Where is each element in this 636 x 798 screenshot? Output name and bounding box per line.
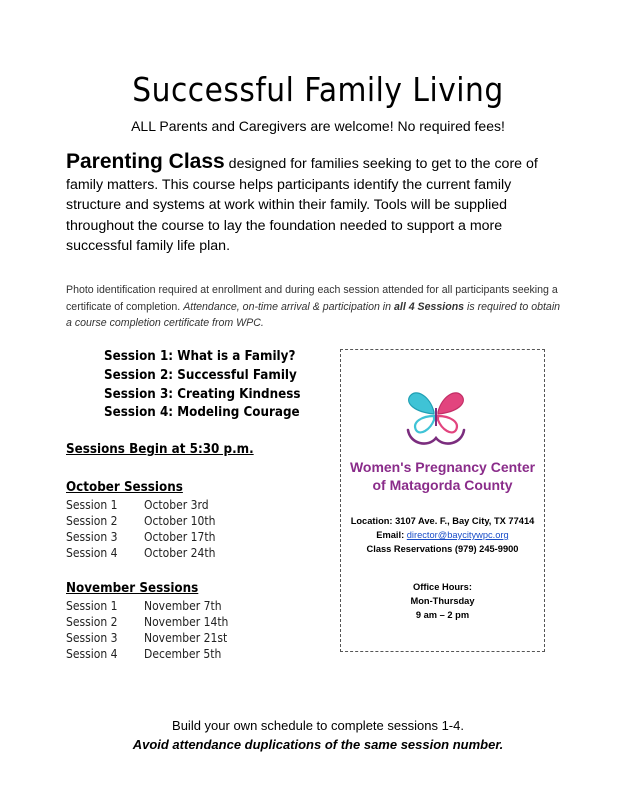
october-rows [66,497,215,561]
org-email-line [340,528,545,542]
session-date: December 5th [144,647,222,661]
schedule-row [66,513,215,529]
sessions-begin-time: Sessions Begin at 5:30 p.m. [66,442,254,457]
schedule-row [66,598,228,614]
schedule-row [66,545,215,561]
organization-name [340,458,545,494]
session-date: November 21st [144,631,228,645]
email-label: Email: [376,530,407,540]
session-label: Session 4 [66,546,118,560]
november-heading: November Sessions [66,581,199,596]
schedule-row [66,497,215,513]
session-label: Session 3 [66,530,118,544]
session-label: Session 2 [66,514,118,528]
intro-lead: Parenting Class [66,150,225,173]
contact-info [340,514,545,556]
intro-text: designed for families seeking to get to the core of family matters. This course helps participants identify the current family structure and systems at work within their family. Tools will be supplied throughout the course to lay the foundation needed to support a more successful family life plan. [66,156,538,254]
october-schedule [66,480,215,561]
session-label: Session 1 [66,599,118,613]
intro-paragraph [66,152,566,257]
note-plain: Photo identification required at enrollment and during each session attended for all participants seeking a certificate of completion. [66,284,558,313]
butterfly-logo-icon [400,386,472,456]
session-item: Session 1: What is a Family? [104,349,296,364]
org-location: Location: 3107 Ave. F., Bay City, TX 77414 [350,516,535,526]
schedule-row [66,630,228,646]
november-schedule [66,581,228,662]
schedule-row [66,614,228,630]
session-label: Session 3 [66,631,118,645]
page-title: Successful Family Living [132,70,504,109]
session-date: October 17th [144,530,216,544]
schedule-row [66,646,228,662]
org-name-line-1: Women's Pregnancy Center [349,459,536,475]
hours-label: Office Hours: [413,582,472,592]
session-item: Session 2: Successful Family [104,367,297,383]
footer-line-1: Build your own schedule to complete sessions 1-4. [172,718,464,733]
subtitle: ALL Parents and Caregivers are welcome! No required fees! [131,118,505,134]
session-label: Session 4 [66,647,118,661]
note-italic-1: Attendance, on-time arrival & participation in [183,300,394,313]
note-bold: all 4 Sessions [394,300,465,313]
org-phone: Class Reservations (979) 245-9900 [366,544,519,554]
session-label: Session 1 [66,498,118,512]
session-date: October 10th [144,514,216,528]
session-item: Session 3: Creating Kindness [104,386,301,402]
org-name-line-2: of Matagorda County [372,477,513,493]
email-link[interactable]: director@baycitywpc.org [406,530,509,540]
session-date: November 14th [144,615,229,629]
session-date: October 24th [144,546,216,560]
office-hours [340,580,545,622]
session-item: Session 4: Modeling Courage [104,405,300,421]
hours-days: Mon-Thursday [410,596,475,606]
requirements-note [66,282,566,332]
schedule-row [66,529,215,545]
footer-line-2: Avoid attendance duplications of the same session number. [132,737,504,752]
november-rows [66,598,228,662]
hours-time: 9 am – 2 pm [415,610,470,620]
session-date: November 7th [144,599,222,613]
note-italic-2: is required to obtain a course completion certificate from WPC. [66,300,561,329]
session-list [104,348,301,423]
session-date: October 3rd [144,498,209,512]
session-label: Session 2 [66,615,118,629]
october-heading: October Sessions [66,480,183,495]
